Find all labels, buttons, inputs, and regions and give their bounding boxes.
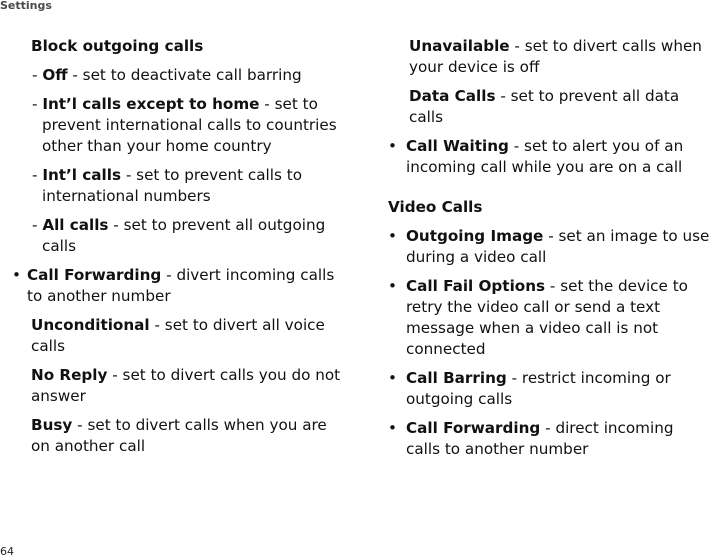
option-desc: - set to divert calls when your device is off: [409, 37, 702, 76]
option-desc: - set to divert all voice calls: [31, 316, 325, 355]
option-off: [12, 65, 342, 86]
bullet-icon: •: [388, 419, 397, 437]
option-desc: - set to divert calls you do not answer: [31, 366, 341, 405]
bullet-icon: •: [388, 137, 397, 155]
option-prefix: -: [32, 216, 43, 234]
item-term: Call Forwarding: [27, 266, 162, 284]
option-desc: - set to deactivate call barring: [67, 66, 302, 84]
call-waiting-item: [388, 136, 712, 178]
item-desc: - set the device to retry the video call or send a text message when a video call is not connected: [406, 277, 688, 358]
bullet-icon: •: [388, 227, 397, 245]
forward-data-calls: [388, 86, 712, 128]
option-term: Off: [42, 66, 68, 84]
item-desc: - set an image to use during a video call: [406, 227, 710, 266]
option-term: Busy: [31, 416, 73, 434]
option-desc: - set to prevent calls to international numbers: [42, 166, 302, 205]
video-calls-heading: Video Calls: [388, 198, 483, 216]
forward-unconditional: [12, 315, 342, 357]
option-term: Data Calls: [409, 87, 496, 105]
bullet-icon: •: [12, 266, 21, 284]
page-number: 64: [0, 545, 14, 558]
item-desc: - divert incoming calls to another number: [27, 266, 335, 305]
option-term: Unconditional: [31, 316, 150, 334]
outgoing-image-item: [388, 226, 712, 268]
option-intl-calls: [12, 165, 342, 207]
section-header: Settings: [0, 0, 52, 12]
bullet-icon: •: [388, 277, 397, 295]
option-term: All calls: [42, 216, 109, 234]
option-desc: - set to prevent all data calls: [409, 87, 680, 126]
option-desc: - set to divert calls when you are on another call: [31, 416, 327, 455]
item-term: Call Fail Options: [406, 277, 546, 295]
forward-no-reply: [12, 365, 342, 407]
item-desc: - set to alert you of an incoming call while you are on a call: [406, 137, 684, 176]
option-desc: - set to prevent all outgoing calls: [42, 216, 326, 255]
option-prefix: -: [32, 166, 43, 184]
call-fail-options-item: [388, 276, 712, 360]
item-term: Call Waiting: [406, 137, 509, 155]
right-column: [388, 36, 712, 460]
item-term: Call Forwarding: [406, 419, 541, 437]
option-all-calls: [12, 215, 342, 257]
item-desc: - direct incoming calls to another number: [406, 419, 674, 458]
option-term: No Reply: [31, 366, 108, 384]
option-term: Int’l calls except to home: [42, 95, 260, 113]
call-barring-item: [388, 368, 712, 410]
option-prefix: -: [32, 66, 43, 84]
forward-unavailable: [388, 36, 712, 78]
option-term: Unavailable: [409, 37, 510, 55]
option-intl-except-home: [12, 94, 342, 157]
bullet-icon: •: [388, 369, 397, 387]
item-term: Outgoing Image: [406, 227, 544, 245]
forward-busy: [12, 415, 342, 457]
block-outgoing-heading: Block outgoing calls: [31, 37, 204, 55]
item-desc: - restrict incoming or outgoing calls: [406, 369, 671, 408]
left-column: [12, 36, 342, 457]
item-term: Call Barring: [406, 369, 507, 387]
video-call-forwarding-item: [388, 418, 712, 460]
option-prefix: -: [32, 95, 43, 113]
call-forwarding-item: [12, 265, 342, 307]
option-term: Int’l calls: [42, 166, 122, 184]
option-desc: - set to prevent international calls to countries other than your home country: [42, 95, 337, 155]
